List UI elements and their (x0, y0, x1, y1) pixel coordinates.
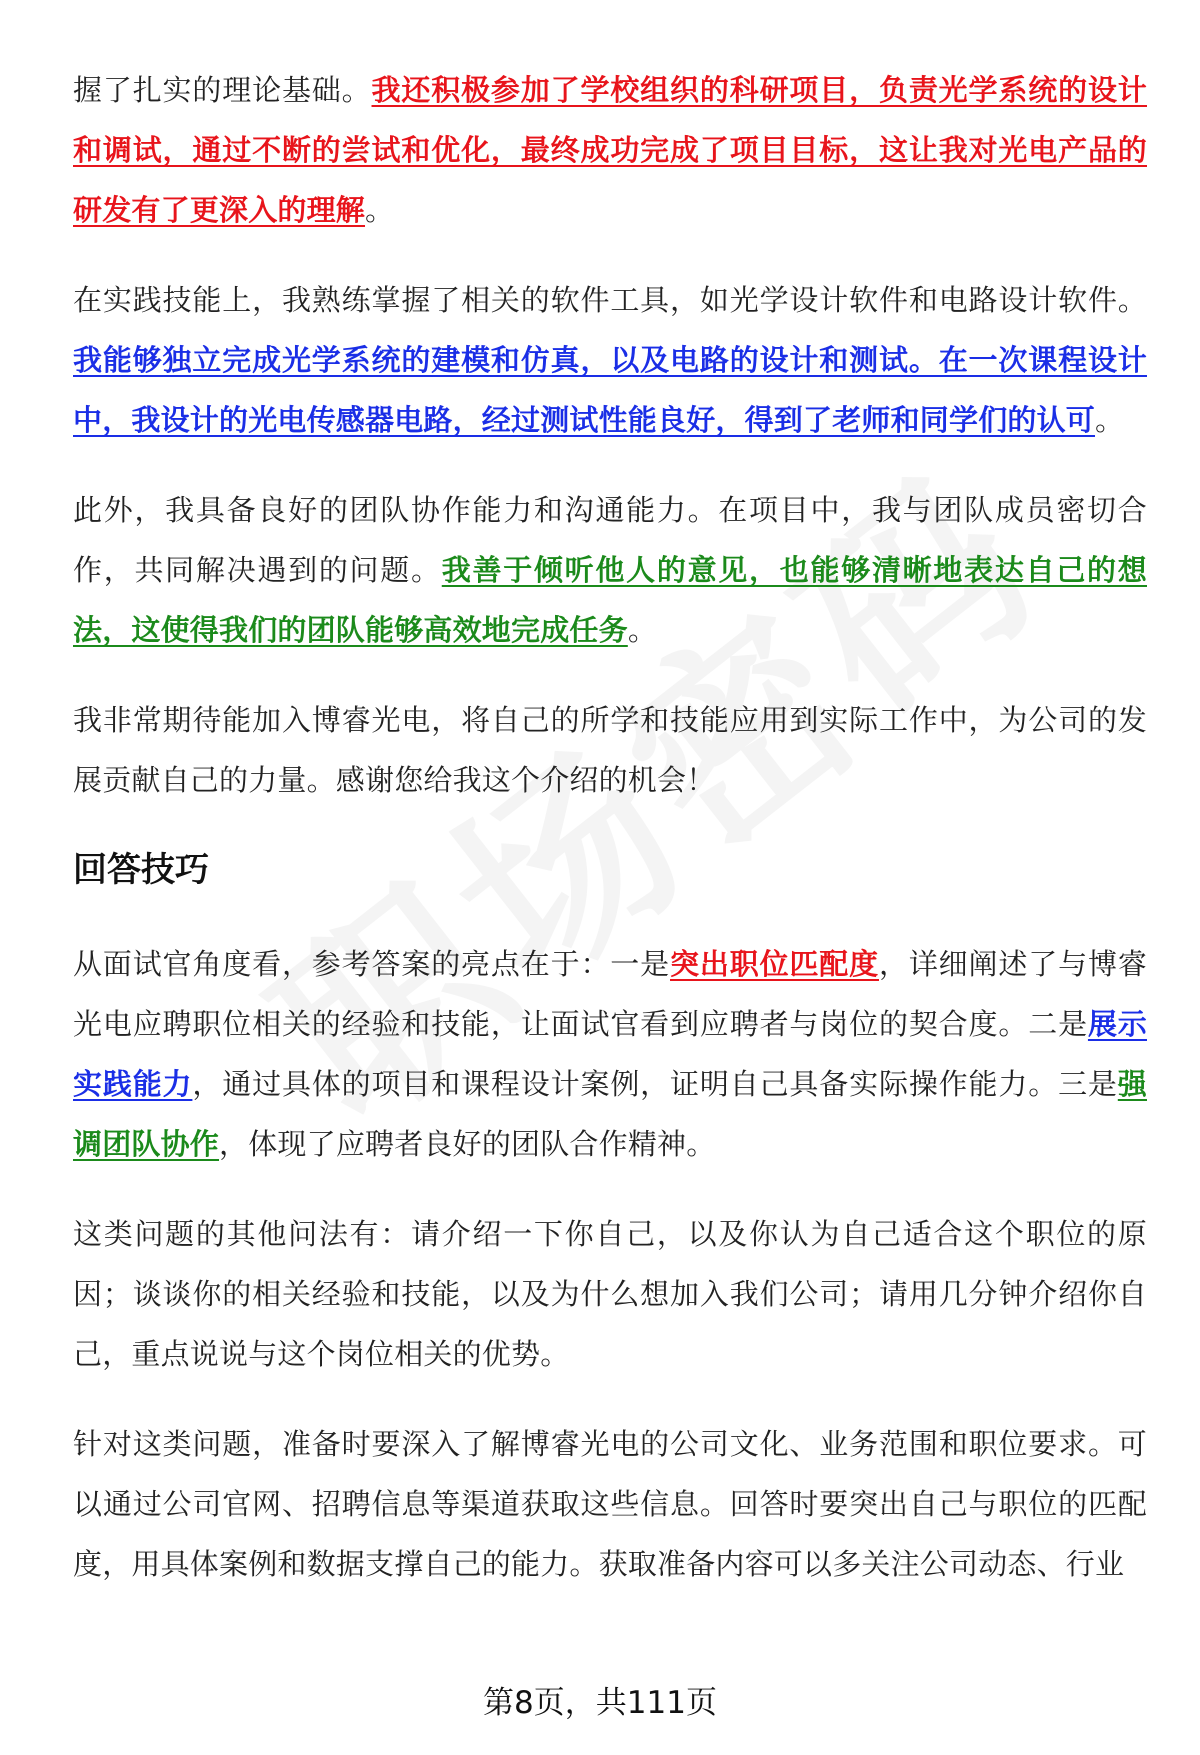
highlight-red: 我还积极参加了学校组织的科研项目，负责光学系统的设计和调试，通过不断的尝试和优化，最终成功完成了项目目标，这让我对光电产品的研发有了更深入的理解 (73, 73, 1147, 227)
page-number-footer: 第8页，共111页 (483, 1685, 717, 1721)
paragraph-teamwork (73, 480, 1147, 660)
highlight-blue: 我能够独立完成光学系统的建模和仿真，以及电路的设计和测试。在一次课程设计中，我设计的光电传感器电路，经过测试性能良好，得到了老师和同学们的认可 (73, 343, 1147, 437)
text-plain: ，体现了应聘者良好的团队合作精神。 (219, 1127, 716, 1161)
section-heading: 回答技巧 (73, 850, 209, 890)
paragraph-closing: 我非常期待能加入博睿光电，将自己的所学和技能应用到实际工作中，为公司的发展贡献自己的力量。感谢您给我这个介绍的机会！ (73, 703, 1147, 797)
paragraph-alternatives: 这类问题的其他问法有：请介绍一下你自己，以及你认为自己适合这个职位的原因；谈谈你的相关经验和技能，以及为什么想加入我们公司；请用几分钟介绍你自己，重点说说与这个岗位相关的优势。 (73, 1217, 1147, 1371)
document-page (73, 60, 1147, 1624)
highlight-green: 强调团队协作 (73, 1067, 1147, 1161)
paragraph-practical-skills (73, 270, 1147, 450)
text-plain: 握了扎实的理论基础。 (73, 73, 372, 107)
text-plain: 此外，我具备良好的团队协作能力和沟通能力。在项目中，我与团队成员密切合作，共同解决遇到的问题。 (73, 493, 1147, 587)
paragraph-theory-research (73, 60, 1147, 240)
highlight-green: 我善于倾听他人的意见，也能够清晰地表达自己的想法，这使得我们的团队能够高效地完成任务 (73, 553, 1147, 647)
text-plain: 。 (1095, 403, 1125, 437)
paragraph-preparation: 针对这类问题，准备时要深入了解博睿光电的公司文化、业务范围和职位要求。可以通过公司官网、招聘信息等渠道获取这些信息。回答时要突出自己与职位的匹配度，用具体案例和数据支撑自己的能力。获取准备内容可以多关注公司动态、行业 (73, 1427, 1147, 1581)
paragraph-highlights (73, 934, 1147, 1174)
text-plain: 从面试官角度看，参考答案的亮点在于：一是 (73, 947, 671, 981)
text-plain: 。 (365, 193, 395, 227)
text-plain: ，通过具体的项目和课程设计案例，证明自己具备实际操作能力。三是 (192, 1067, 1118, 1101)
highlight-blue: 展示实践能力 (73, 1007, 1147, 1101)
text-plain: ，详细阐述了与博睿光电应聘职位相关的经验和技能，让面试官看到应聘者与岗位的契合度。二是 (73, 947, 1147, 1041)
text-plain: 在实践技能上，我熟练掌握了相关的软件工具，如光学设计软件和电路设计软件。 (73, 283, 1147, 317)
highlight-red: 突出职位匹配度 (670, 947, 879, 981)
text-plain: 。 (627, 613, 658, 647)
